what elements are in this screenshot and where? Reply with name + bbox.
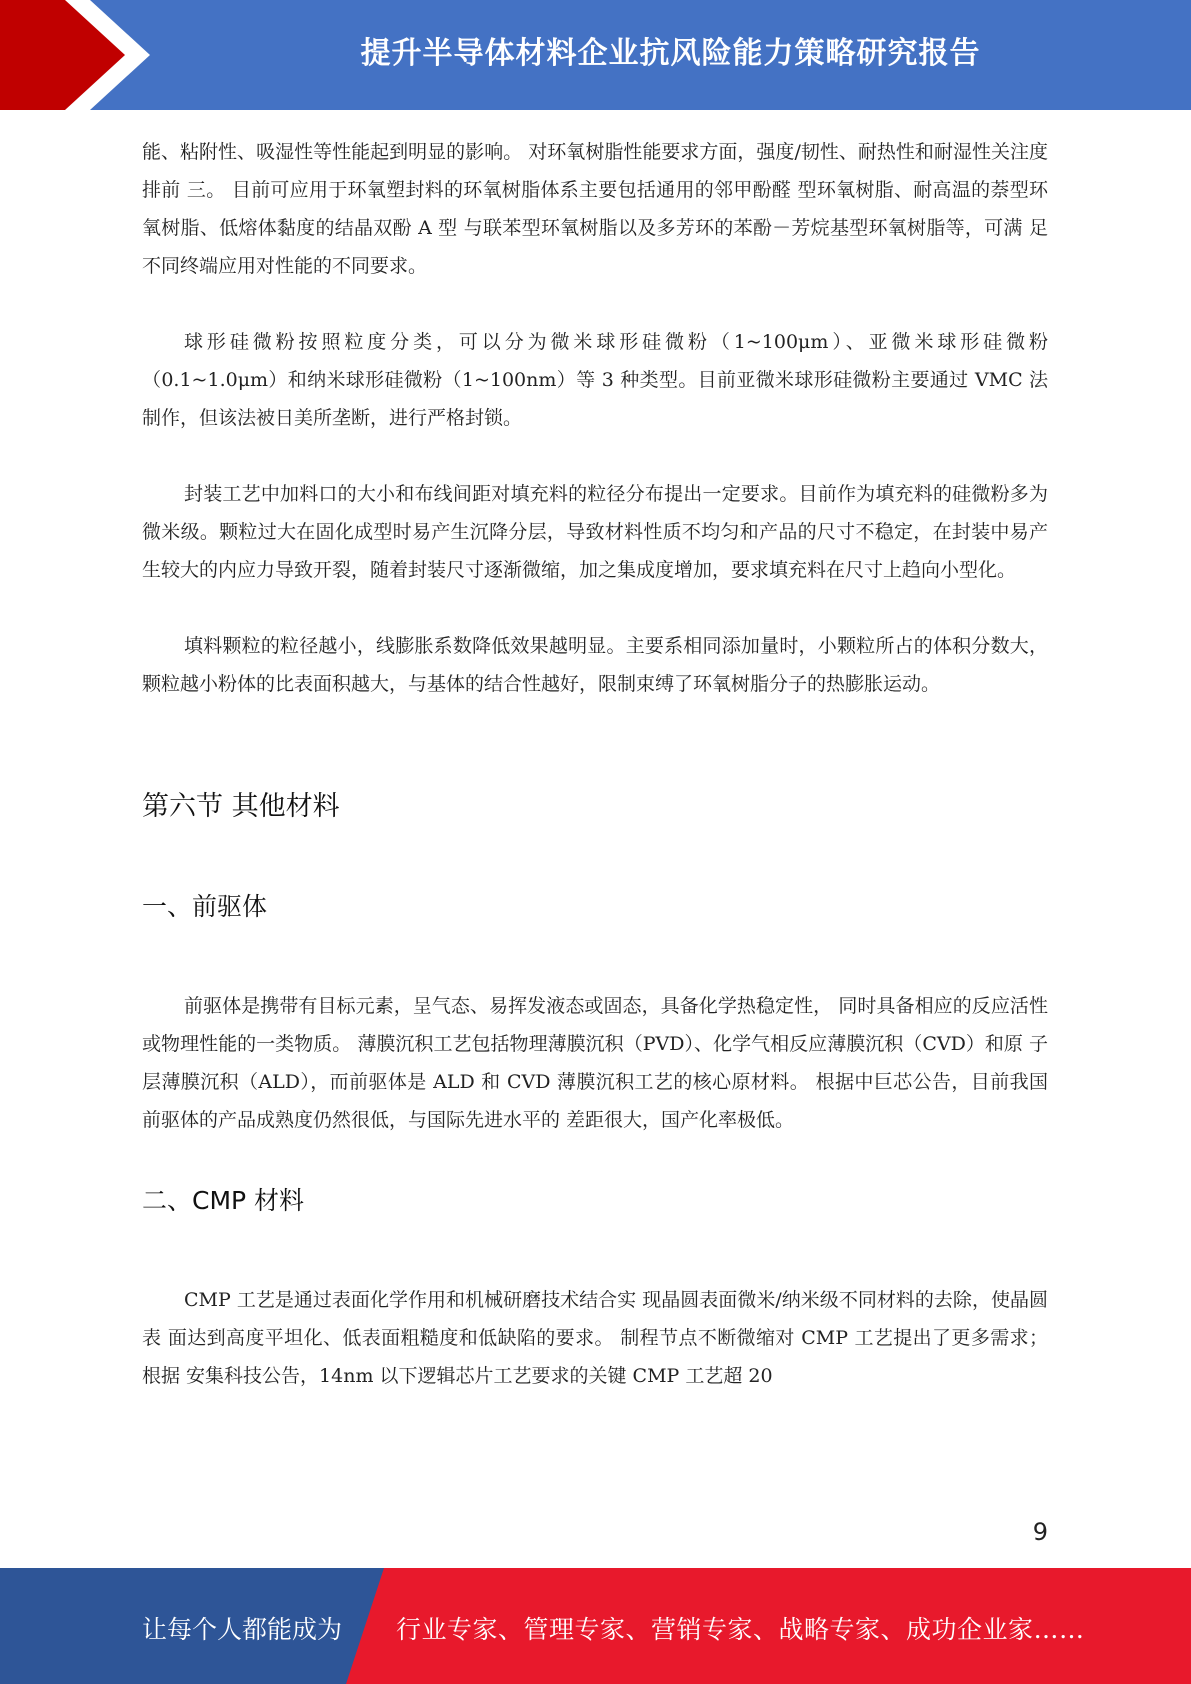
page-number: 9 (1032, 1518, 1048, 1546)
paragraph-cmp: CMP 工艺是通过表面化学作用和机械研磨技术结合实 现晶圆表面微米/纳米级不同材料的去除，使晶圆表 面达到高度平坦化、低表面粗糙度和低缺陷的要求。 制程节点不断微缩对 CMP 工艺提出了更多需求；根据 安集科技公告，14nm 以下逻辑芯片工艺要求的关键 CMP 工艺超 20 (142, 1289, 1048, 1387)
paragraph-packaging-filler: 封装工艺中加料口的大小和布线间距对填充料的粒径分布提出一定要求。目前作为填充料的硅微粉多为微米级。颗粒过大在固化成型时易产生沉降分层，导致材料性质不均匀和产品的尺寸不稳定，在封装中易产生较大的内应力导致开裂，随着封装尺寸逐渐微缩，加之集成度增加，要求填充料在尺寸上趋向小型化。 (142, 483, 1048, 581)
paragraph-spherical-silica: 球形硅微粉按照粒度分类，可以分为微米球形硅微粉（1~100μm）、亚微米球形硅微粉（0.1~1.0μm）和纳米球形硅微粉（1~100nm）等 3 种类型。目前亚微米球形硅微粉主要通过 VMC 法制作，但该法被日美所垄断，进行严格封锁。 (142, 331, 1048, 429)
page-footer (0, 1568, 1191, 1684)
paragraph-precursor: 前驱体是携带有目标元素，呈气态、易挥发液态或固态，具备化学热稳定性， 同时具备相应的反应活性或物理性能的一类物质。 薄膜沉积工艺包括物理薄膜沉积（PVD）、化学气相反应薄膜沉积（CVD）和原 子层薄膜沉积（ALD），而前驱体是 ALD 和 CVD 薄膜沉积工艺的核心原材料。 根据中巨芯公告，目前我国前驱体的产品成熟度仍然很低，与国际先进水平的 差距很大，国产化率极低。 (142, 995, 1048, 1131)
page-body (142, 133, 1048, 1395)
subsection-heading-cmp: 二、CMP 材料 (142, 1186, 305, 1215)
page-header (0, 0, 1191, 110)
section-heading: 第六节 其他材料 (142, 791, 340, 822)
subsection-heading-precursor: 一、前驱体 (142, 892, 268, 921)
paragraph-particle-size: 填料颗粒的粒径越小，线膨胀系数降低效果越明显。主要系相同添加量时，小颗粒所占的体积分数大，颗粒越小粉体的比表面积越大，与基体的结合性越好，限制束缚了环氧树脂分子的热膨胀运动。 (142, 635, 1048, 695)
report-title: 提升半导体材料企业抗风险能力策略研究报告 (360, 36, 981, 71)
footer-slogan-right: 行业专家、管理专家、营销专家、战略专家、成功企业家…… (396, 1615, 1085, 1644)
paragraph-epoxy-resin: 能、粘附性、吸湿性等性能起到明显的影响。 对环氧树脂性能要求方面，强度/韧性、耐热性和耐湿性关注度排前 三。 目前可应用于环氧塑封料的环氧树脂体系主要包括通用的邻甲酚醛 型环氧树脂、耐高温的萘型环氧树脂、低熔体黏度的结晶双酚 A 型 与联苯型环氧树脂以及多芳环的苯酚－芳烷基型环氧树脂等，可满 足不同终端应用对性能的不同要求。 (142, 141, 1048, 277)
footer-slogan-left: 让每个人都能成为 (142, 1615, 343, 1644)
